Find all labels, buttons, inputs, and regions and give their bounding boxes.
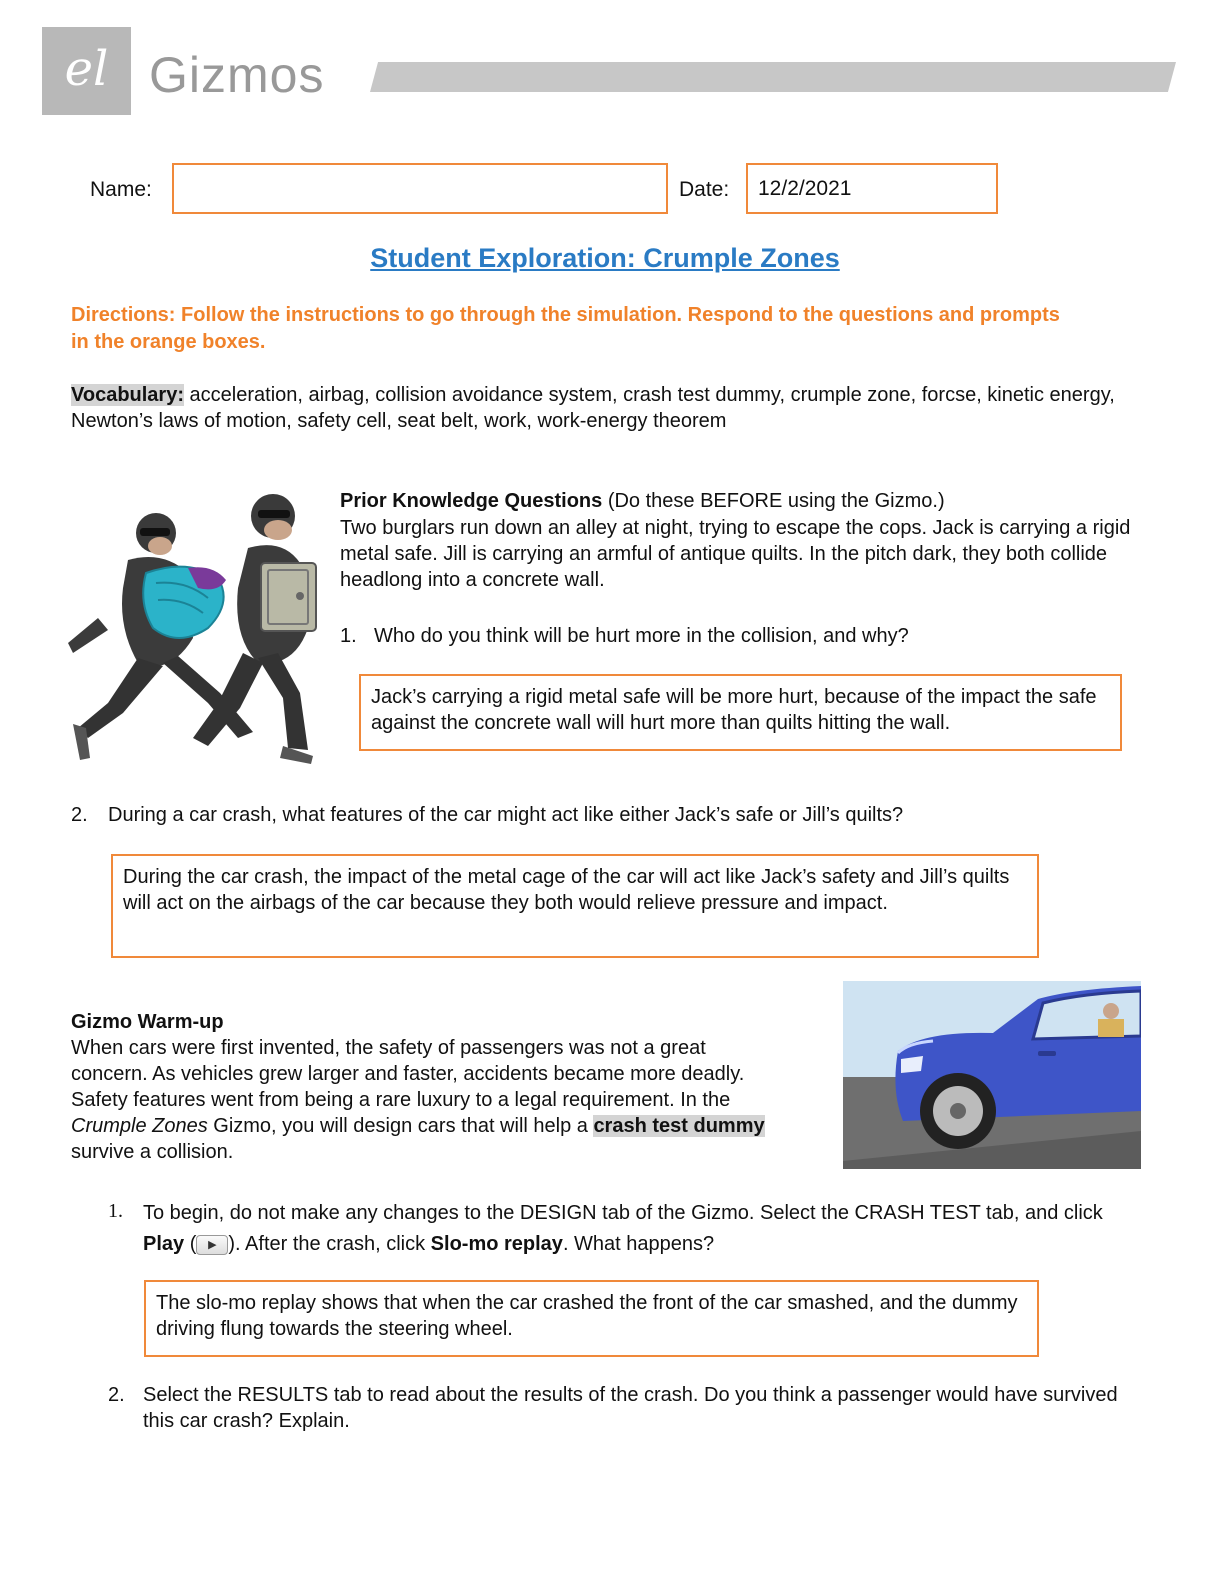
prior-knowledge-heading — [340, 488, 1140, 514]
prior-q1-number: 1. — [340, 625, 357, 647]
date-label: Date: — [679, 178, 730, 201]
prior-heading-note: (Do these BEFORE using the Gizmo.) — [602, 490, 945, 512]
page-title: Student Exploration: Crumple Zones — [370, 243, 840, 273]
prior-heading-bold: Prior Knowledge Questions — [340, 490, 603, 512]
vocabulary-label: Vocabulary: — [71, 384, 184, 406]
prior-answer-2-box[interactable] — [111, 854, 1039, 958]
prior-answer-1: Jack’s carrying a rigid metal safe will be more hurt, because of the impact the safe against the concrete wall will hurt more than quilts hitting the wall. — [371, 686, 1097, 734]
prior-intro: Two burglars run down an alley at night, trying to escape the cops. Jack is carrying a rigid metal safe. Jill is carrying an armful of antique quilts. In the pitch dark, they both collide headlong into a concrete wall. — [340, 517, 1131, 591]
prior-answer-1-box[interactable] — [359, 674, 1122, 751]
header-bar — [370, 62, 1176, 92]
vocabulary — [71, 382, 1151, 434]
burglars-illustration — [68, 488, 333, 770]
warmup-answer-1-box[interactable] — [144, 1280, 1039, 1357]
vocabulary-terms: acceleration, airbag, collision avoidance system, crash test dummy, crumple zone, forcse, kinetic energy, Newton’s laws of motion, safety cell, seat belt, work, work-energy theorem — [71, 384, 1115, 432]
warmup-text-italic: Crumple Zones — [71, 1115, 208, 1137]
warmup-text-3: survive a collision. — [71, 1141, 234, 1163]
warmup-q1-part-c: ). After the crash, click — [228, 1233, 431, 1255]
play-icon: ▶ — [196, 1235, 228, 1255]
warmup-q1-part-a: To begin, do not make any changes to the DESIGN tab of the Gizmo. Select the CRASH TEST tab, and click — [143, 1202, 1103, 1224]
warmup-q1-text — [143, 1198, 1133, 1260]
name-value — [174, 165, 666, 177]
car-crash-image — [843, 981, 1141, 1169]
prior-answer-2: During the car crash, the impact of the metal cage of the car will act like Jack’s safety and Jill’s quilts will act on the airbags of the car because they both would relieve pressure and impact. — [123, 866, 1010, 914]
warmup-q1-part-b: ( — [184, 1233, 197, 1255]
prior-q2-number: 2. — [71, 804, 88, 826]
brand-name: Gizmos — [149, 47, 325, 103]
name-field[interactable] — [172, 163, 668, 214]
name-label: Name: — [90, 178, 152, 201]
logo-glyph: el — [64, 41, 109, 97]
warmup-q1-number: 1. — [108, 1200, 123, 1222]
warmup-text-2: Gizmo, you will design cars that will help a — [207, 1115, 594, 1137]
warmup-text-highlight: crash test dummy — [593, 1115, 765, 1137]
prior-q1-text: Who do you think will be hurt more in the collision, and why? — [374, 625, 909, 647]
explorelearning-logo — [42, 27, 131, 115]
warmup-q2-number: 2. — [108, 1384, 125, 1406]
warmup-intro — [71, 1035, 771, 1165]
warmup-answer-1: The slo-mo replay shows that when the car crashed the front of the car smashed, and the dummy driving flung towards the steering wheel. — [156, 1292, 1018, 1340]
warmup-q1-play: Play — [143, 1233, 185, 1255]
date-field[interactable] — [746, 163, 998, 214]
date-value: 12/2/2021 — [758, 177, 852, 200]
warmup-heading: Gizmo Warm-up — [71, 1011, 224, 1033]
warmup-text-1: When cars were first invented, the safety of passengers was not a great concern. As vehicles grew larger and faster, accidents became more deadly. Safety features went from being a rare luxury to a legal requirement. In the — [71, 1037, 745, 1111]
warmup-q1-part-d: . What happens? — [562, 1233, 715, 1255]
warmup-q2-text: Select the RESULTS tab to read about the results of the crash. Do you think a passenger would have survived this car crash? Explain. — [143, 1384, 1118, 1432]
prior-q2-text: During a car crash, what features of the car might act like either Jack’s safe or Jill’s quilts? — [108, 804, 904, 826]
warmup-q1-slomo: Slo-mo replay — [430, 1233, 563, 1255]
directions: Directions: Follow the instructions to go through the simulation. Respond to the questions and prompts in the orange boxes. — [71, 304, 1060, 353]
